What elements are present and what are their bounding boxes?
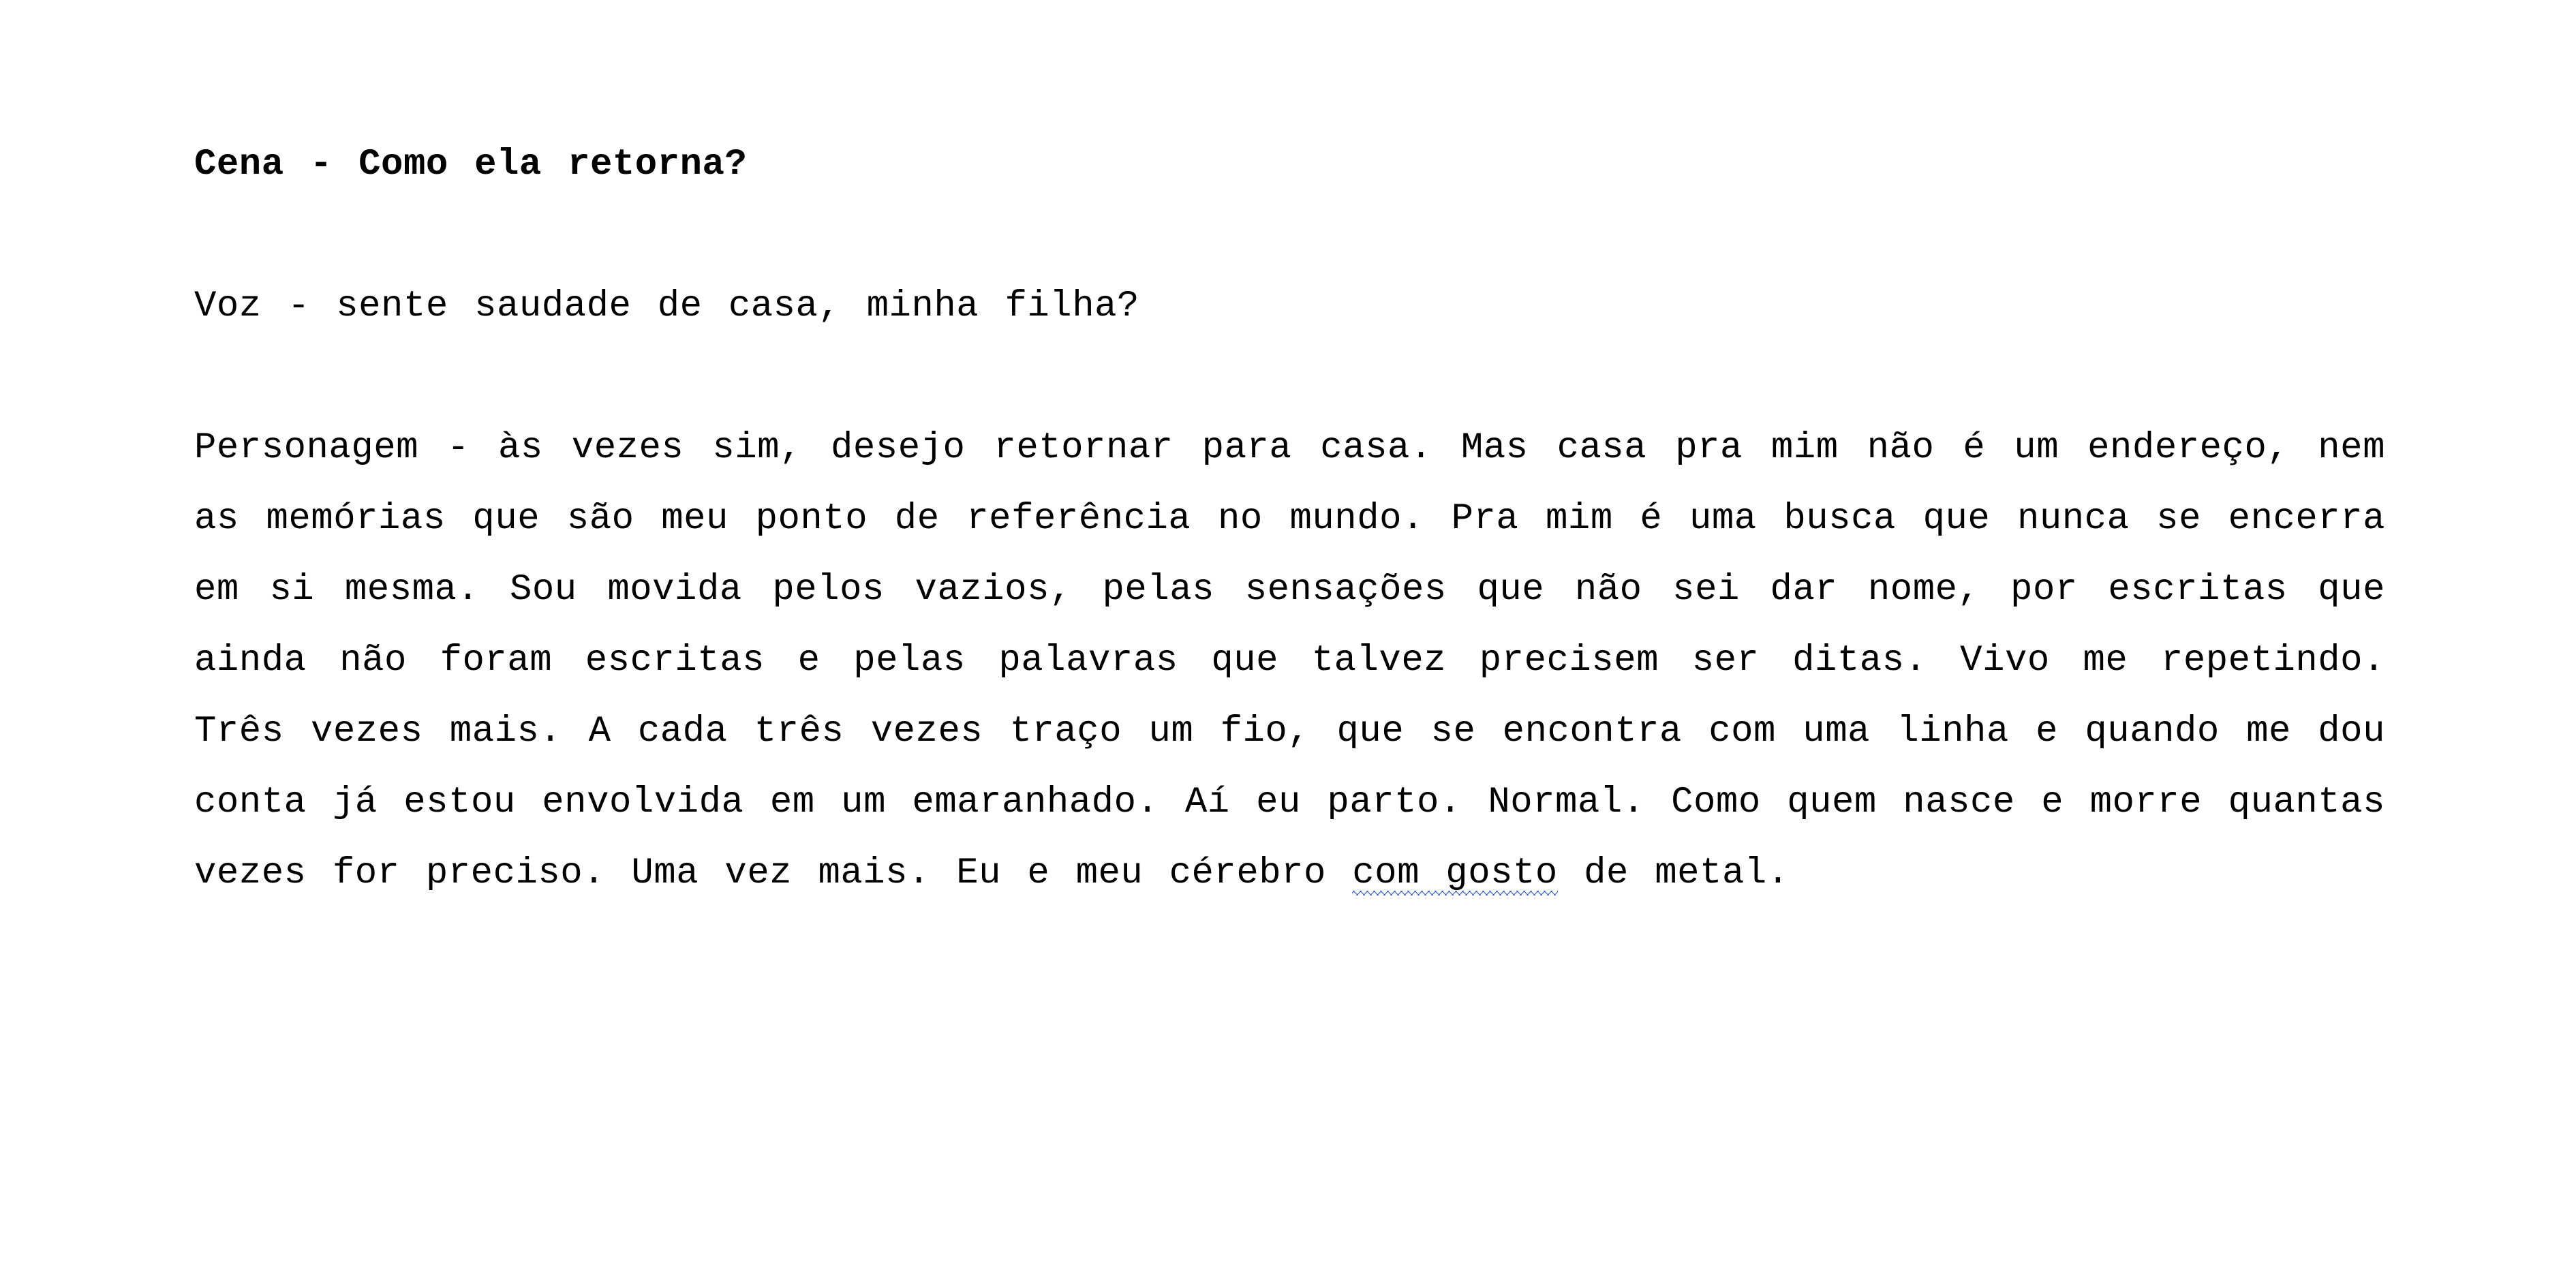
paragraph-spacer bbox=[194, 200, 2385, 271]
spellcheck-underlined-text[interactable]: com gosto bbox=[1352, 853, 1558, 896]
voice-line: Voz - sente saudade de casa, minha filha? bbox=[194, 286, 1139, 327]
monologue-text-before-spellcheck: Personagem - às vezes sim, desejo retornar para casa. Mas casa pra mim não é um endereço, nem as memórias que são meu ponto de referência no mundo. Pra mim é uma busca que nunca se encerra em si mesma. Sou movida pelos vazios, pelas sensações que não sei dar nome, por escritas que ainda não foram escritas e pelas palavras que talvez precisem ser ditas. Vivo me repetindo. Três vezes mais. A cada três vezes traço um fio, que se encontra com uma linha e quando me dou conta já estou envolvida em um emaranhado. Aí eu parto. Normal. Como quem nasce e morre quantas vezes for preciso. Uma vez mais. Eu e meu cérebro bbox=[194, 427, 2412, 894]
paragraph-spacer bbox=[194, 342, 2385, 413]
character-monologue bbox=[194, 413, 2412, 909]
monologue-text-after-spellcheck: de metal. bbox=[1557, 853, 1790, 894]
scene-heading: Cena - Como ela retorna? bbox=[194, 144, 748, 185]
document-body[interactable] bbox=[194, 129, 2412, 909]
